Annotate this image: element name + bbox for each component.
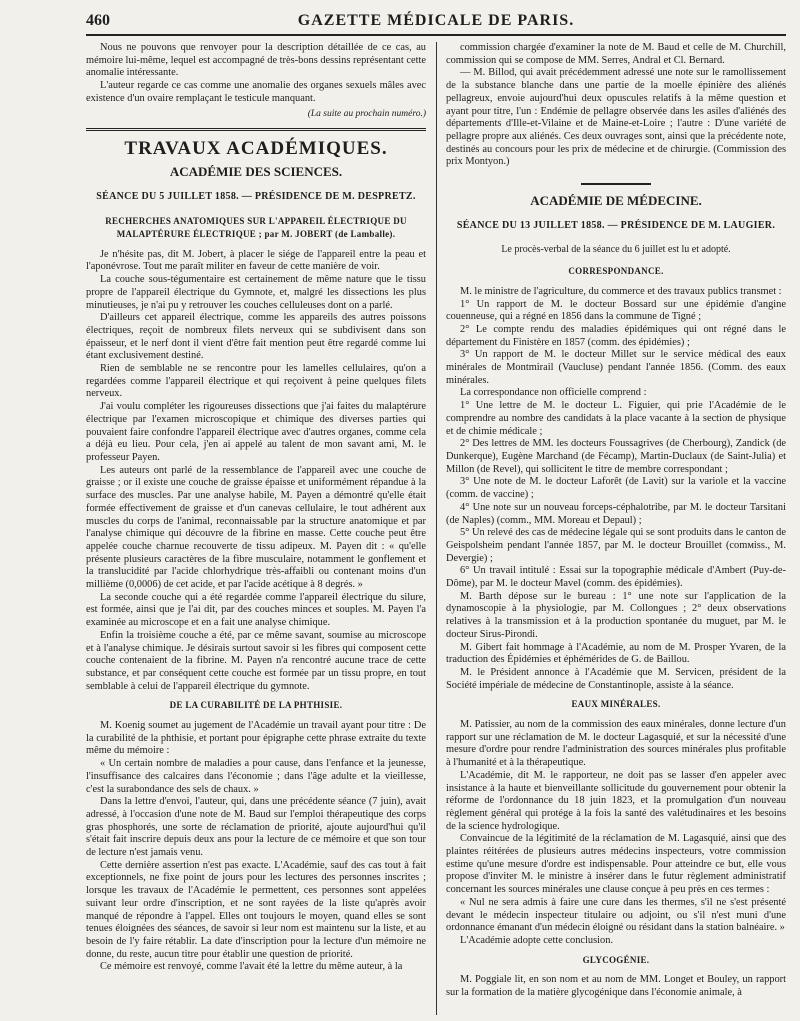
paragraph: 1° Une lettre de M. le docteur L. Figuier, qui prie l'Académie de le comprendre au nombre des candidats à la place vacante à la section de physique et de chimie médicale ; — [446, 400, 786, 437]
article-title: RECHERCHES ANATOMIQUES SUR L'APPAREIL ÉLECTRIQUE DU MALAPTÉRURE ÉLECTRIQUE ; par M. JOBERT (de Lamballe). — [105, 216, 407, 240]
paragraph: La correspondance non officielle comprend : — [460, 387, 647, 399]
column-divider — [436, 42, 437, 1015]
section-title: TRAVAUX ACADÉMIQUES. — [124, 138, 388, 160]
paragraph: — M. Billod, qui avait précédemment adressé une note sur le ramollissement de la substance blanche dans une partie de la moelle épinière des aliénés pellagreux, envoie aujourd'hui deux opuscules relatifs à la même question et ayant pour titre, l'un : Endémie de pellagre observée dans les asiles d'aliénés des départements d'Ille-et-Vilaine et de Maine-et-Loire ; l'autre : D'une variété de pellagre propre aux aliénés. Ces deux ouvrages sont, ainsi que la précédente note, destinés au concours pour les prix de médecine et de chirurgie. (Commission des prix Montyon.) — [446, 67, 786, 168]
paragraph: Je n'hésite pas, dit M. Jobert, à placer le siége de l'appareil entre la peau et l'aponévrose. Tout me paraît militer en faveur de cette manière de voir. — [86, 248, 426, 273]
paragraph: M. Koenig soumet au jugement de l'Académie un travail ayant pour titre : De la curabilité de la phthisie, et portant pour épigraphe cette phrase extraite du texte même du mémoire : — [86, 720, 426, 757]
paragraph: 1° Un rapport de M. le docteur Bossard sur une épidémie d'angine couenneuse, qui a régné en 1856 dans la commune de Tigné ; — [446, 298, 786, 323]
subsection-title: CORRESPONDANCE. — [568, 266, 664, 277]
paragraph: Cette dernière assertion n'est pas exacte. L'Académie, sauf des cas tout à fait exceptionnels, ne fixe point de jours pour les lectures des personnes inscrites ; lorsque les travaux de l'Académie le permettent, ces personnes sont appelées suivant leur ordre d'inscription, et ne sont rayées de la liste qu'après avoir manqué de répondre à l'appel. Elles ont toujours le moyen, quand elles se sont tenues éloignées des séances, de savoir si leur nom est maintenu sur la liste, et au besoin de l'y faire rétablir. La date d'inscription pour la lecture d'un mémoire ne donne, du reste, aucun titre pour établir une question de priorité. — [86, 859, 426, 960]
minutes-line: Le procès-verbal de la séance du 6 juillet est lu et adopté. — [501, 244, 731, 256]
paragraph: Enfin la troisième couche a été, par ce même savant, soumise au microscope et à l'analyse chimique. Je désirais surtout savoir si les fibres qui composent cette couche contenaient de la fibrine. M. Payen n'a rencontré aucune trace de cette substance, et par conséquent cette couche est formée par un tissu propre, en tout semblable à celui de l'appareil électrique du gymnote. — [86, 629, 426, 692]
paragraph: M. le Président annonce à l'Académie que M. Servicen, président de la Société impériale de médecine de Constantinople, assiste à la séance. — [446, 666, 786, 691]
right-column — [446, 42, 786, 1017]
paragraph: M. Gibert fait hommage à l'Académie, au nom de M. Prosper Yvaren, de la traduction des Épidémies et éphémérides de G. de Baillou. — [446, 641, 786, 666]
paragraph: 5° Un relevé des cas de médecine légale qui se sont produits dans le canton de Geispolsheim pendant l'année 1857, par M. le docteur Brouillet (comміss., M. Devergie) ; — [446, 527, 786, 564]
paragraph: L'Académie, dit M. le rapporteur, ne doit pas se lasser d'en appeler avec insistance à la haute et bienveillante sollicitude du gouvernement pour obtenir la réforme de l'ordonnance du 18 juin 1823, et la promulgation d'un nouveau règlement général qui protége à la fois la santé des valétudinaires et les besoins de la science hydrologique. — [446, 769, 786, 832]
paragraph: La couche sous-tégumentaire est certainement de même nature que le tissu propre de l'appareil électrique du Gymnote, et, malgré les dissections les plus minutieuses, je n'ai pu y retrouver les couches celluleuses dont on a parlé. — [86, 274, 426, 311]
continued-note: (La suite au prochain numéro.) — [307, 108, 426, 119]
subsection-title: EAUX MINÉRALES. — [571, 699, 661, 710]
paragraph: M. Poggiale lit, en son nom et au nom de MM. Longet et Bouley, un rapport sur la formation de la matière glycogénique dans l'économie animale, à — [446, 974, 786, 999]
paragraph: Les auteurs ont parlé de la ressemblance de l'appareil avec une couche de graisse ; or il existe une couche de graisse épaisse et uniformément répandue à la surface des muscles. Par une analyse habile, M. Payen a démontré qu'elle était formée effectivement de graisse et d'un canevas cellulaire, le tout adhérent aux muscles du corps de l'animal, reconnaissable par la structure anatomique et par l'analyse chimique qui découvre de la fibrine en masse. Cette couche peut être appelée couche charnue recouverte de tissu adipeux. M. Payen dit : « qu'elle présente plusieurs caractères de la fibre musculaire, notamment le gonflement et la translucidité par l'acide chlorhydrique très-affaibli ou contenant moins d'un millième (0,0006) de cet acide, et par l'acide acétique à 8 degrés. » — [86, 464, 426, 591]
article-title: DE LA CURABILITÉ DE LA PHTHISIE. — [169, 700, 343, 711]
paragraph: L'auteur regarde ce cas comme une anomalie des organes sexuels mâles avec existence d'un ovaire remplaçant le testicule manquant. — [86, 80, 426, 104]
paragraph: M. le ministre de l'agriculture, du commerce et des travaux publics transmet : — [460, 285, 782, 297]
paragraph: 4° Une note sur un nouveau forceps-céphalotribe, par M. le docteur Tarsitani (de Naples) (comm., MM. Moreau et Depaul) ; — [446, 501, 786, 526]
paragraph: Nous ne pouvons que renvoyer pour la description détaillée de ce cas, au mémoire lui-même, lequel est accompagné de très-bons dessins représentant cette anomalie intéressante. — [86, 42, 426, 79]
paragraph: L'Académie adopte cette conclusion. — [460, 935, 614, 946]
paragraph: Dans la lettre d'envoi, l'auteur, qui, dans une précédente séance (7 juin), avait adressé, à l'occasion d'une note de M. Baud sur l'emploi thérapeutique des corps gras phosphorés, une sorte de réclamation de priorité, ajoute aujourd'hui qu'il s'était fait inscrire depuis deux ans pour la lecture de ce mémoire et que son tour de lecture n'est jamais venu. — [86, 796, 426, 859]
paragraph: J'ai voulu compléter les rigoureuses dissections que j'ai faites du malaptérure électrique par l'examen microscopique et chimique des diverses parties qui pouvaient faire confondre l'appareil électrique avec d'autres organes, comme cela a déjà eu lieu. Pour cela, j'en ai appelé au talent de mon savant ami, M. le professeur Payen. — [86, 401, 426, 463]
paragraph: commission chargée d'examiner la note de M. Baud et celle de M. Churchill, commission qui se compose de MM. Serres, Andral et Cl. Bernard. — [446, 42, 786, 66]
subsection-title: GLYCOGÉNIE. — [582, 954, 650, 965]
session-heading: SÉANCE DU 5 JUILLET 1858. — PRÉSIDENCE DE M. DESPRETZ. — [96, 190, 416, 202]
page-number: 460 — [86, 12, 110, 29]
paragraph: M. Barth dépose sur le bureau : 1° une note sur l'application de la dynamoscopie à la physiologie, par M. Collongues ; 2° deux observations relatives à la transmission et à la production spontanée du muguet, par M. le docteur Sirus-Pirondi. — [446, 590, 786, 640]
academy-title: ACADÉMIE DES SCIENCES. — [169, 163, 343, 179]
paragraph: La seconde couche qui a été regardée comme l'appareil électrique du silure, est formée, ainsi que je l'ai dit, par des couches minces et souples. M. Payen l'a examinée au microscope et en a fait une analyse chimique. — [86, 591, 426, 629]
session-heading: SÉANCE DU 13 JUILLET 1858. — PRÉSIDENCE DE M. LAUGIER. — [456, 219, 776, 231]
paragraph: Convaincue de la légitimité de la réclamation de M. Lagasquié, ainsi que des plaintes réitérées de plusieurs autres médecins inspecteurs, votre commission estime qu'une mesure d'ordre est indispensable. Pour atteindre ce but, elle vous propose d'inviter M. le ministre à insérer dans le futur règlement administratif concernant les sources minérales une clause conçue à peu près en ces termes : — [446, 833, 786, 896]
paragraph: D'ailleurs cet appareil électrique, comme les appareils des autres poissons électriques, reçoit de nombreux filets nerveux qui se subdivisent dans son épaisseur, et le nerf dont il vient d'être fait mention peut être regardé comme lui étant exclusivement destiné. — [86, 312, 426, 362]
separator-rule — [581, 183, 651, 185]
paragraph: 6° Un travail intitulé : Essai sur la topographie médicale d'Ambert (Puy-de-Dôme), par M. le docteur Mavel (comm. des épidémies). — [446, 565, 786, 590]
left-column — [86, 42, 426, 1017]
journal-title: GAZETTE MÉDICALE DE PARIS. — [297, 12, 575, 29]
paragraph: Rien de semblable ne se rencontre pour les lamelles cellulaires, qu'on a regardées comme l'appareil électrique et qui reçoivent à peine quelques filets nerveux. — [86, 363, 426, 400]
paragraph: 3° Un rapport de M. le docteur Millet sur le service médical des eaux minérales de Montmirail (Vaucluse) pendant l'année 1856. (Comm. des eaux minérales. — [446, 349, 786, 386]
paragraph: 2° Des lettres de MM. les docteurs Foussagrives (de Cherbourg), Zandick (de Dunkerque), Eugène Marchand (de Fécamp), Martin-Duclaux (de Saint-Julia) et Millon (de Revel), qui sollicitent le titre de membre correspondant ; — [446, 438, 786, 475]
paragraph: « Nul ne sera admis à faire une cure dans les thermes, s'il ne s'est présenté devant le médecin inspecteur titulaire ou adjoint, ou s'il n'est muni d'une ordonnance émanant d'un médecin éloigné ou résidant dans la station balnéaire. » — [446, 896, 786, 934]
paragraph: M. Patissier, au nom de la commission des eaux minérales, donne lecture d'un rapport sur une réclamation de M. le docteur Lagasquié, et sur la nécessité d'une mesure d'ordre pour rendre l'administration des sources minérales plus profitable à l'humanité et à la thérapeutique. — [446, 719, 786, 769]
double-rule — [86, 128, 426, 131]
paragraph: 2° Le compte rendu des maladies épidémiques qui ont régné dans le département du Finistère en 1857 (comm. des épidémies) ; — [446, 323, 786, 348]
paragraph: 3° Une note de M. le docteur Laforêt (de Lavit) sur la variole et la vaccine (comm. de vaccine) ; — [446, 476, 786, 501]
academy-title: ACADÉMIE DE MÉDECINE. — [530, 193, 702, 209]
paragraph: Ce mémoire est renvoyé, comme l'avait été la lettre du même auteur, à la — [100, 961, 403, 973]
paragraph: « Un certain nombre de maladies a pour cause, dans l'enfance et la jeunesse, l'insuffisance des calcaires dans l'économie ; dans l'âge adulte et la vieillesse, c'est la surabondance des sels de chaux. » — [86, 758, 426, 795]
page-header — [86, 10, 786, 36]
